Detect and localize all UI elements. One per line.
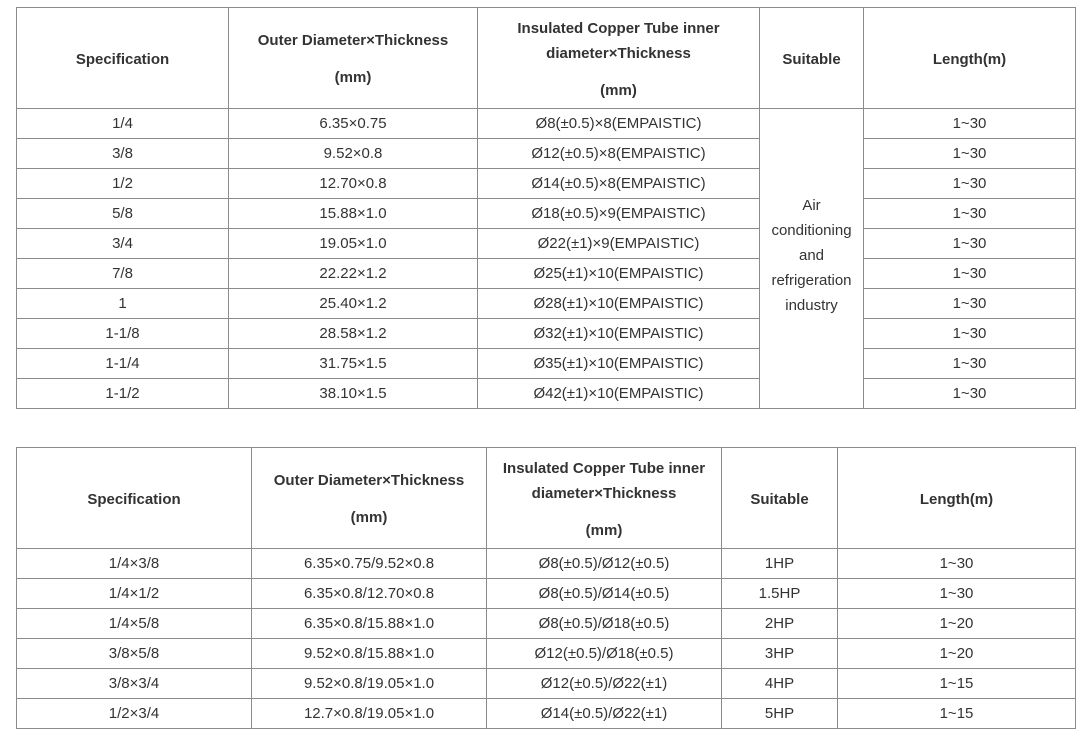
- table-row: [17, 229, 1076, 259]
- cell-outer: 9.52×0.8: [229, 139, 478, 169]
- cell-inner: Ø12(±0.5)/Ø18(±0.5): [487, 639, 722, 669]
- cell-spec: 1/2×3/4: [17, 699, 252, 729]
- cell-suitable: 5HP: [722, 699, 838, 729]
- cell-outer: 6.35×0.8/15.88×1.0: [252, 609, 487, 639]
- header-outer-diameter: Outer Diameter×Thickness (mm): [252, 448, 487, 549]
- cell-spec: 5/8: [17, 199, 229, 229]
- cell-inner: Ø12(±0.5)×8(EMPAISTIC): [478, 139, 760, 169]
- header-outer-unit: (mm): [334, 69, 372, 86]
- header-inner-diameter: Insulated Copper Tube inner diameter×Thickness (mm): [478, 8, 760, 109]
- table-header-row: [17, 448, 1076, 549]
- cell-outer: 6.35×0.75/9.52×0.8: [252, 549, 487, 579]
- cell-suitable: 1.5HP: [722, 579, 838, 609]
- cell-spec: 7/8: [17, 259, 229, 289]
- cell-length: 1~30: [864, 259, 1076, 289]
- cell-outer: 9.52×0.8/19.05×1.0: [252, 669, 487, 699]
- cell-length: 1~30: [864, 109, 1076, 139]
- cell-suitable: 3HP: [722, 639, 838, 669]
- cell-length: 1~15: [838, 699, 1076, 729]
- cell-outer: 28.58×1.2: [229, 319, 478, 349]
- header-inner-unit: (mm): [585, 521, 623, 539]
- cell-spec: 1: [17, 289, 229, 319]
- cell-length: 1~30: [864, 289, 1076, 319]
- header-inner-diameter: Insulated Copper Tube inner diameter×Thickness (mm): [487, 448, 722, 549]
- header-inner-unit: (mm): [600, 81, 637, 99]
- cell-outer: 6.35×0.8/12.70×0.8: [252, 579, 487, 609]
- cell-inner: Ø32(±1)×10(EMPAISTIC): [478, 319, 760, 349]
- cell-length: 1~30: [864, 169, 1076, 199]
- cell-length: 1~30: [838, 549, 1076, 579]
- header-length: Length(m): [838, 448, 1076, 549]
- cell-inner: Ø42(±1)×10(EMPAISTIC): [478, 379, 760, 409]
- cell-outer: 9.52×0.8/15.88×1.0: [252, 639, 487, 669]
- cell-spec: 1/2: [17, 169, 229, 199]
- cell-spec: 1-1/4: [17, 349, 229, 379]
- table-row: [17, 259, 1076, 289]
- cell-spec: 1/4×3/8: [17, 549, 252, 579]
- cell-length: 1~20: [838, 609, 1076, 639]
- table-row: [17, 349, 1076, 379]
- cell-inner: Ø25(±1)×10(EMPAISTIC): [478, 259, 760, 289]
- cell-suitable: 2HP: [722, 609, 838, 639]
- cell-spec: 3/8: [17, 139, 229, 169]
- header-specification: Specification: [17, 8, 229, 109]
- cell-inner: Ø8(±0.5)/Ø14(±0.5): [487, 579, 722, 609]
- cell-outer: 31.75×1.5: [229, 349, 478, 379]
- cell-inner: Ø18(±0.5)×9(EMPAISTIC): [478, 199, 760, 229]
- cell-spec: 1-1/2: [17, 379, 229, 409]
- cell-inner: Ø28(±1)×10(EMPAISTIC): [478, 289, 760, 319]
- cell-spec: 1-1/8: [17, 319, 229, 349]
- spec-table-pair: [16, 447, 1076, 729]
- cell-inner: Ø8(±0.5)×8(EMPAISTIC): [478, 109, 760, 139]
- table-row: [17, 379, 1076, 409]
- cell-suitable: 4HP: [722, 669, 838, 699]
- cell-inner: Ø35(±1)×10(EMPAISTIC): [478, 349, 760, 379]
- table-row: [17, 109, 1076, 139]
- cell-spec: 3/8×5/8: [17, 639, 252, 669]
- cell-outer: 12.7×0.8/19.05×1.0: [252, 699, 487, 729]
- cell-spec: 1/4: [17, 109, 229, 139]
- cell-spec: 3/8×3/4: [17, 669, 252, 699]
- table-header-row: [17, 8, 1076, 109]
- cell-inner: Ø12(±0.5)/Ø22(±1): [487, 669, 722, 699]
- table-row: [17, 199, 1076, 229]
- spec-table-single: [16, 7, 1076, 409]
- cell-inner: Ø8(±0.5)/Ø18(±0.5): [487, 609, 722, 639]
- cell-inner: Ø14(±0.5)×8(EMPAISTIC): [478, 169, 760, 199]
- table-row: [17, 289, 1076, 319]
- table-row: [17, 579, 1076, 609]
- table-row: [17, 639, 1076, 669]
- header-specification: Specification: [17, 448, 252, 549]
- cell-outer: 22.22×1.2: [229, 259, 478, 289]
- cell-inner: Ø8(±0.5)/Ø12(±0.5): [487, 549, 722, 579]
- cell-inner: Ø14(±0.5)/Ø22(±1): [487, 699, 722, 729]
- cell-spec: 1/4×5/8: [17, 609, 252, 639]
- table-row: [17, 549, 1076, 579]
- cell-outer: 15.88×1.0: [229, 199, 478, 229]
- cell-outer: 38.10×1.5: [229, 379, 478, 409]
- cell-spec: 1/4×1/2: [17, 579, 252, 609]
- cell-length: 1~30: [864, 139, 1076, 169]
- header-suitable: Suitable: [722, 448, 838, 549]
- cell-spec: 3/4: [17, 229, 229, 259]
- cell-length: 1~30: [838, 579, 1076, 609]
- cell-length: 1~20: [838, 639, 1076, 669]
- cell-length: 1~15: [838, 669, 1076, 699]
- cell-length: 1~30: [864, 379, 1076, 409]
- header-outer-unit: (mm): [350, 509, 388, 526]
- table-row: [17, 169, 1076, 199]
- header-length: Length(m): [864, 8, 1076, 109]
- cell-outer: 25.40×1.2: [229, 289, 478, 319]
- cell-suitable-merged: Air conditioning and refrigeration industry: [760, 109, 864, 409]
- cell-inner: Ø22(±1)×9(EMPAISTIC): [478, 229, 760, 259]
- cell-length: 1~30: [864, 229, 1076, 259]
- cell-length: 1~30: [864, 319, 1076, 349]
- header-outer-diameter: Outer Diameter×Thickness (mm): [229, 8, 478, 109]
- table-row: [17, 669, 1076, 699]
- cell-outer: 6.35×0.75: [229, 109, 478, 139]
- table-row: [17, 699, 1076, 729]
- cell-length: 1~30: [864, 199, 1076, 229]
- table-row: [17, 609, 1076, 639]
- table-row: [17, 319, 1076, 349]
- cell-outer: 12.70×0.8: [229, 169, 478, 199]
- header-suitable: Suitable: [760, 8, 864, 109]
- cell-length: 1~30: [864, 349, 1076, 379]
- table-row: [17, 139, 1076, 169]
- cell-suitable: 1HP: [722, 549, 838, 579]
- cell-outer: 19.05×1.0: [229, 229, 478, 259]
